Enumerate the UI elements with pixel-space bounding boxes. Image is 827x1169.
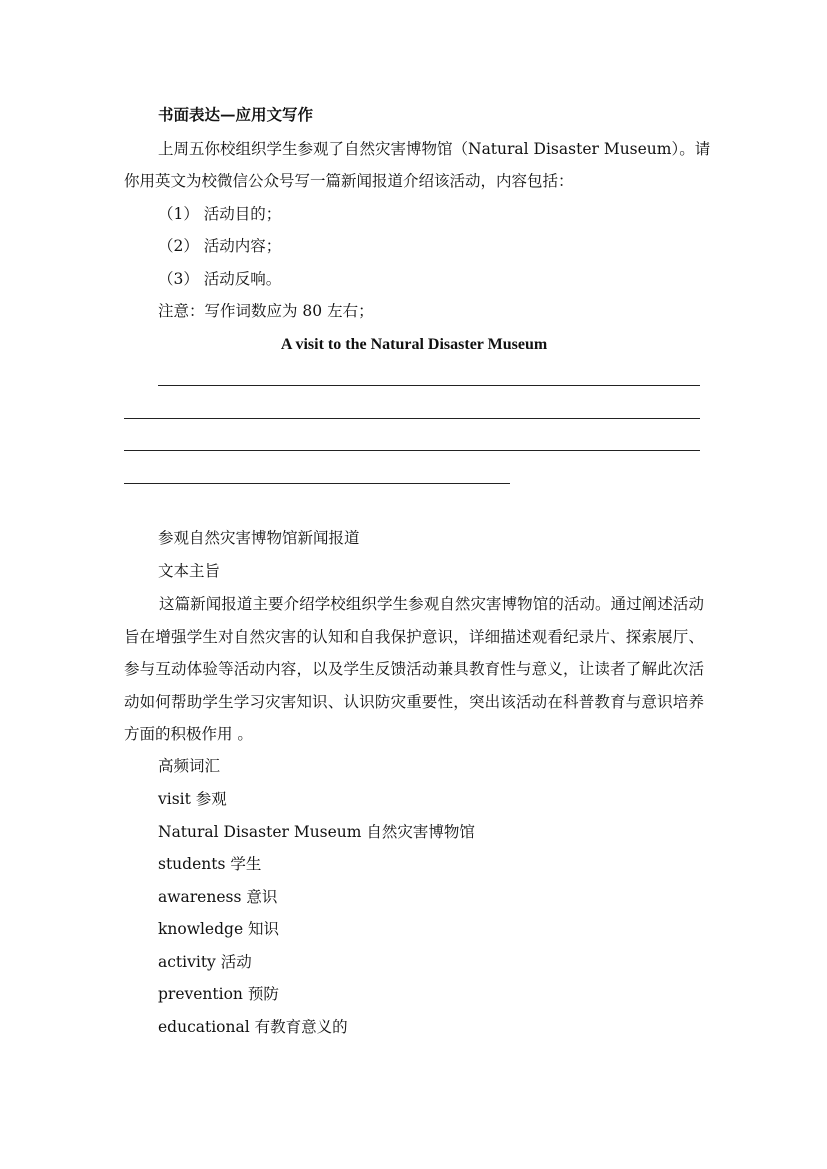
prompt-item-3: （3） 活动反响。 <box>158 270 282 288</box>
prompt-item-1: （1） 活动目的； <box>158 205 282 223</box>
prompt-line-1: 上周五你校组织学生参观了自然灾害博物馆（Natural Disaster Museum）。请 <box>158 140 711 158</box>
writing-line-2 <box>124 418 700 419</box>
essay-title: A visit to the Natural Disaster Museum <box>280 336 548 353</box>
vocab-item: activity 活动 <box>158 953 252 971</box>
analysis-title: 参观自然灾害博物馆新闻报道 <box>158 529 360 547</box>
prompt-item-2: （2） 活动内容； <box>158 237 282 255</box>
vocab-item: awareness 意识 <box>158 888 278 906</box>
vocab-item: visit 参观 <box>158 790 227 808</box>
vocab-item: students 学生 <box>158 855 262 873</box>
vocab-item: knowledge 知识 <box>158 920 280 938</box>
writing-line-1 <box>158 385 700 386</box>
prompt-note: 注意：写作词数应为 80 左右； <box>158 302 374 320</box>
vocab-heading: 高频词汇 <box>158 757 221 775</box>
section-heading: 书面表达—应用文写作 <box>158 105 314 124</box>
prompt-line-2: 你用英文为校微信公众号写一篇新闻报道介绍该活动，内容包括： <box>124 172 574 190</box>
vocab-item: educational 有教育意义的 <box>158 1018 348 1036</box>
vocab-item: Natural Disaster Museum 自然灾害博物馆 <box>158 823 475 841</box>
vocab-item: prevention 预防 <box>158 985 279 1003</box>
theme-paragraph: 这篇新闻报道主要介绍学校组织学生参观自然灾害博物馆的活动。通过阐述活动旨在增强学生对自然灾害的认知和自我保护意识，详细描述观看纪录片、探索展厅、参与互动体验等活动内容，以及学生反馈活动兼具教育性与意义，让读者了解此次活动如何帮助学生学习灾害知识、认识防灾重要性，突出该活动在科普教育与意识培养方面的积极作用 。 <box>124 595 704 743</box>
writing-line-4 <box>124 483 510 484</box>
theme-heading: 文本主旨 <box>158 562 221 580</box>
writing-line-3 <box>124 450 700 451</box>
